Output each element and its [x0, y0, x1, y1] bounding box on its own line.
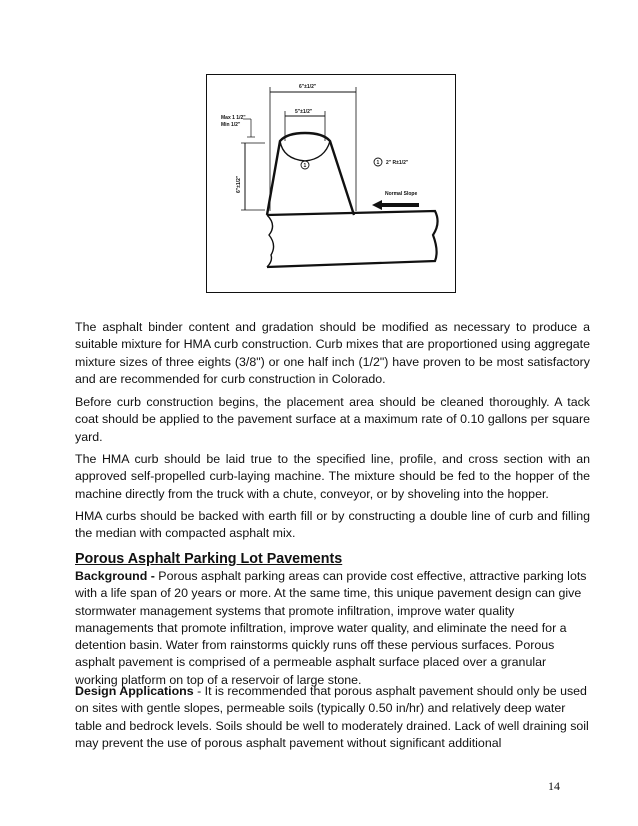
curb-profile	[267, 133, 354, 215]
paragraph-binder-content: The asphalt binder content and gradation should be modified as necessary to produce a suitable mixture for HMA curb construction. Curb mixes that are proportioned using aggregate mixture sizes of three eights (3/8") or one half inch (1/2") have proven to be most satisfactory and are recommended for curb construction in Colorado.	[75, 320, 590, 386]
paragraph-background	[75, 568, 590, 689]
svg-text:1: 1	[376, 160, 380, 166]
radius-legend-label: 2" R±1/2"	[386, 160, 409, 166]
max-label: Max 1 1/2"	[221, 115, 246, 121]
paragraph-placement-area: Before curb construction begins, the placement area should be cleaned thoroughly. A tack coat should be applied to the pavement surface at a maximum rate of 0.10 gallons per square yard.	[75, 395, 590, 444]
slope-arrow-icon	[372, 200, 419, 210]
page-number: 14	[548, 779, 560, 793]
height-dimension-label: 6"±1/2"	[236, 175, 242, 193]
paragraph-curb-laying: The HMA curb should be laid true to the specified line, profile, and cross section with an approved self-propelled curb-laying machine. The mixture should be fed to the hopper of the machine directly from the truck with a chute, conveyor, or by shoveling into the hopper.	[75, 452, 590, 501]
paragraph-backfill: HMA curbs should be backed with earth fill or by constructing a double line of curb and filling the median with compacted asphalt mix.	[75, 509, 590, 541]
curb-top-rounding	[280, 141, 330, 161]
curb-diagram	[207, 75, 457, 294]
section-heading: Porous Asphalt Parking Lot Pavements	[75, 551, 343, 567]
design-applications-label: Design Applications	[75, 684, 194, 698]
min-label: Min 1/2"	[221, 122, 241, 128]
top-dimension-label: 6"±1/2"	[299, 84, 317, 90]
background-label: Background -	[75, 569, 155, 583]
paragraph-design-applications	[75, 683, 590, 752]
pavement-slab	[267, 211, 438, 267]
svg-text:1: 1	[303, 163, 307, 169]
design-applications-text: - It is recommended that porous asphalt pavement should only be used on sites with gentle slopes, permeable soils (typically 0.50 in/hr) and relatively deep water table and bedrock levels. Soils should be well to moderately drained. Lack of well draining soil may prevent the use of porous asphalt pavement without significant additional	[75, 684, 589, 750]
pavement-break-line	[267, 215, 274, 267]
inner-dimension-label: 5"±1/2"	[295, 109, 313, 115]
curb-cross-section-figure	[206, 74, 456, 293]
normal-slope-label: Normal Slope	[385, 191, 418, 197]
background-text: Porous asphalt parking areas can provide cost effective, attractive parking lots with a life span of 20 years or more. At the same time, this unique pavement design can give stormwater management systems that promote infiltration, improve water quality managements that promote infiltration, improve water quality, and eliminate the need for a detention basin. Water from rainstorms quickly runs off these pervious surfaces. Porous asphalt pavement is comprised of a permeable asphalt surface placed over a granular working platform on top of a reservoir of large stone.	[75, 569, 587, 687]
